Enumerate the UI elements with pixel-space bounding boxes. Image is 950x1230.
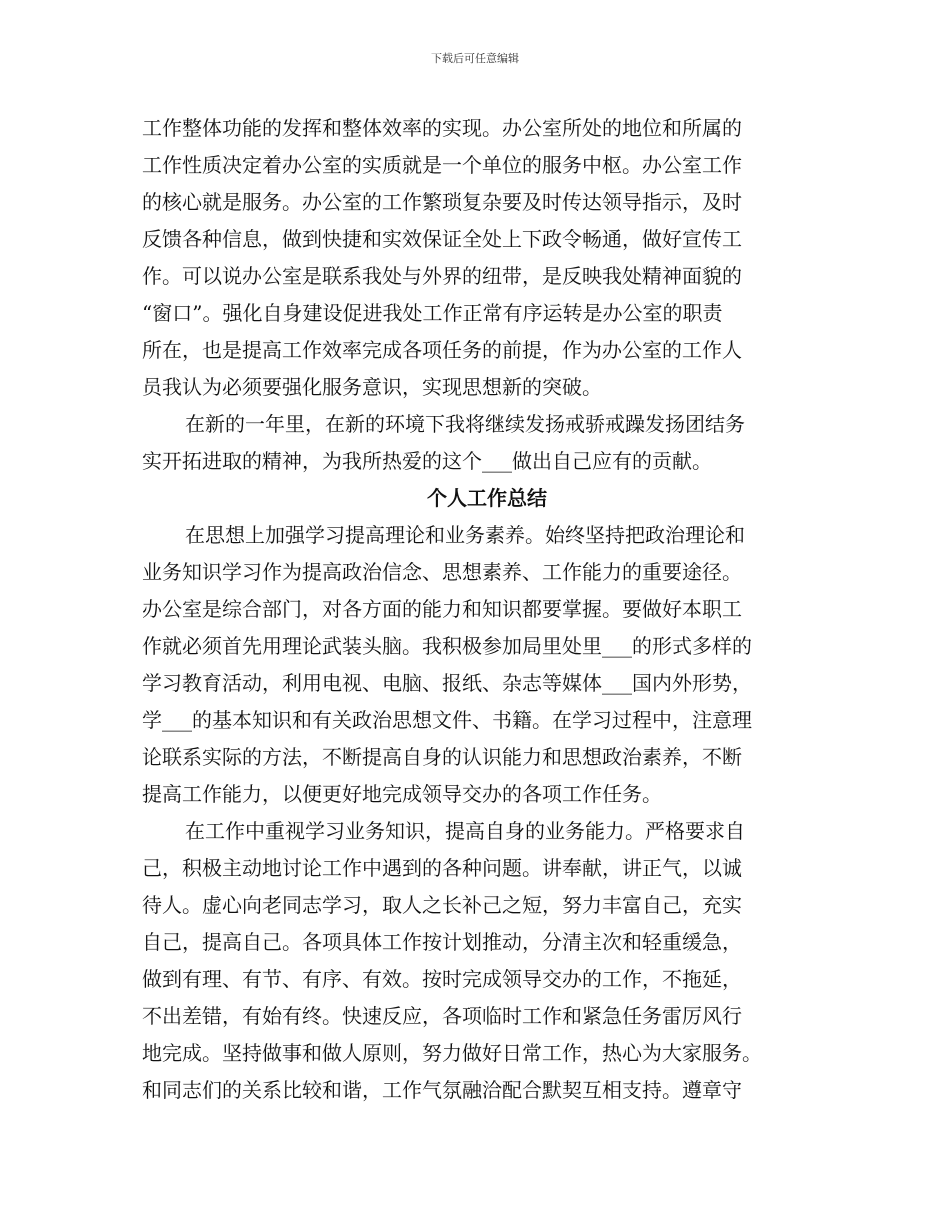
text-line: 在新的一年里，在新的环境下我将继续发扬戒骄戒躁发扬团结务 — [185, 412, 745, 436]
text-line: 在工作中重视学习业务知识，提高自身的业务能力。严格要求自 — [185, 819, 745, 843]
text-line: 己，积极主动地讨论工作中遇到的各种问题。讲奉献，讲正气，以诚 — [142, 856, 742, 880]
page-header: 下载后可任意编辑 — [431, 52, 519, 65]
text-line: 学习教育活动，利用电视、电脑、报纸、杂志等媒体___国内外形势， — [142, 671, 752, 695]
text-line: 做到有理、有节、有序、有效。按时完成领导交办的工作，不拖延， — [142, 967, 742, 991]
text-line: 学___的基本知识和有关政治思想文件、书籍。在学习过程中，注意理 — [142, 708, 752, 732]
text-line: 和同志们的关系比较和谐，工作气氛融洽配合默契互相支持。遵章守 — [142, 1078, 742, 1102]
text-line: 论联系实际的方法，不断提高自身的认识能力和思想政治素养，不断 — [142, 745, 742, 769]
text-line: 的核心就是服务。办公室的工作繁琐复杂要及时传达领导指示，及时 — [142, 190, 742, 214]
document-body — [142, 110, 832, 1109]
text-line: 反馈各种信息，做到快捷和实效保证全处上下政令畅通，做好宣传工 — [142, 227, 742, 251]
text-line: 员我认为必须要强化服务意识，实现思想新的突破。 — [142, 375, 602, 399]
text-line: 作就必须首先用理论武装头脑。我积极参加局里处里___的形式多样的 — [142, 634, 752, 658]
text-line: 自己，提高自己。各项具体工作按计划推动，分清主次和轻重缓急， — [142, 930, 742, 954]
text-line: 实开拓进取的精神，为我所热爱的这个___做出自己应有的贡献。 — [142, 449, 712, 473]
text-line: “窗口”。强化自身建设促进我处工作正常有序运转是办公室的职责 — [142, 301, 723, 325]
text-line: 工作性质决定着办公室的实质就是一个单位的服务中枢。办公室工作 — [142, 153, 742, 177]
text-line: 所在，也是提高工作效率完成各项任务的前提，作为办公室的工作人 — [142, 338, 742, 362]
text-line: 待人。虚心向老同志学习，取人之长补己之短，努力丰富自己，充实 — [142, 893, 742, 917]
text-line: 不出差错，有始有终。快速反应，各项临时工作和紧急任务雷厉风行 — [142, 1004, 742, 1028]
text-line: 提高工作能力，以便更好地完成领导交办的各项工作任务。 — [142, 782, 662, 806]
text-line: 办公室是综合部门，对各方面的能力和知识都要掌握。要做好本职工 — [142, 597, 742, 621]
text-line: 业务知识学习作为提高政治信念、思想素养、工作能力的重要途径。 — [142, 560, 742, 584]
text-line: 工作整体功能的发挥和整体效率的实现。办公室所处的地位和所属的 — [142, 116, 742, 140]
text-line: 地完成。坚持做事和做人原则，努力做好日常工作，热心为大家服务。 — [142, 1041, 762, 1065]
section-title: 个人工作总结 — [427, 486, 547, 510]
text-line: 作。可以说办公室是联系我处与外界的纽带，是反映我处精神面貌的 — [142, 264, 742, 288]
text-line: 在思想上加强学习提高理论和业务素养。始终坚持把政治理论和 — [185, 523, 745, 547]
